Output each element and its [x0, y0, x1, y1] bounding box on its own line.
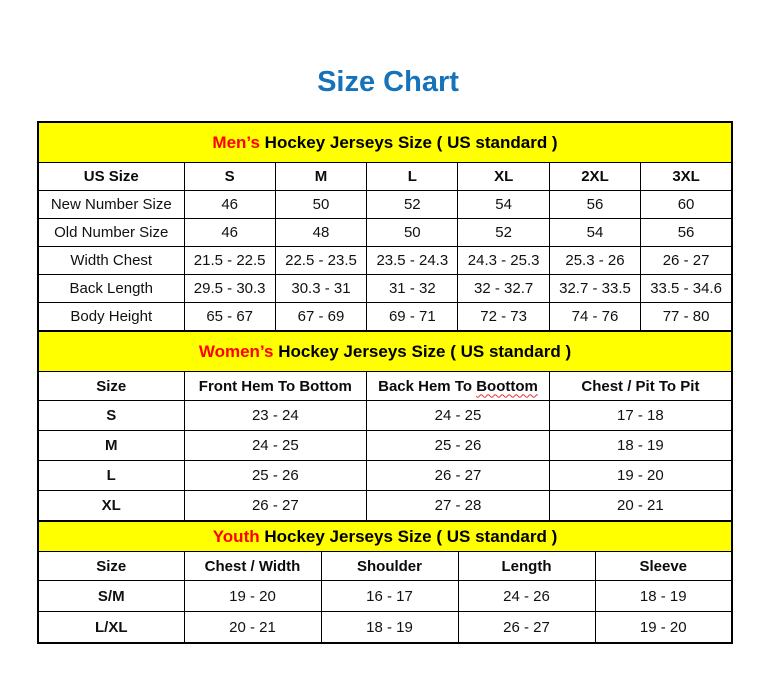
- womens-cell-r3-c1: 27 - 28: [367, 491, 550, 522]
- mens-cell-r1-c1: 48: [275, 219, 366, 247]
- mens-column-header-2: M: [275, 163, 366, 191]
- womens-cell-r1-c2: 18 - 19: [549, 431, 732, 461]
- womens-section-title: [38, 331, 732, 372]
- youth-cell-r0-c0: 19 - 20: [184, 581, 321, 612]
- youth-size-table: [37, 520, 733, 644]
- page-title: Size Chart: [317, 66, 459, 98]
- mens-cell-r1-c2: 50: [367, 219, 458, 247]
- mens-cell-r1-c3: 52: [458, 219, 549, 247]
- youth-section-rest: Hockey Jerseys Size ( US standard ): [259, 526, 558, 546]
- mens-cell-r2-c4: 25.3 - 26: [549, 247, 640, 275]
- womens-row-label: M: [38, 431, 184, 461]
- mens-cell-r0-c3: 54: [458, 191, 549, 219]
- mens-row-label: Body Height: [38, 303, 184, 332]
- womens-cell-r1-c0: 24 - 25: [184, 431, 367, 461]
- youth-row-label: L/XL: [38, 612, 184, 644]
- mens-cell-r0-c5: 60: [641, 191, 732, 219]
- mens-cell-r2-c2: 23.5 - 24.3: [367, 247, 458, 275]
- mens-section-rest: Hockey Jerseys Size ( US standard ): [259, 132, 558, 152]
- mens-cell-r0-c1: 50: [275, 191, 366, 219]
- womens-cell-r3-c0: 26 - 27: [184, 491, 367, 522]
- mens-cell-r4-c0: 65 - 67: [184, 303, 275, 332]
- womens-table-row-1: [38, 431, 732, 461]
- womens-cell-r3-c2: 20 - 21: [549, 491, 732, 522]
- mens-table-row-2: [38, 247, 732, 275]
- womens-size-table: [37, 330, 733, 522]
- youth-column-header-0: Size: [38, 552, 184, 581]
- youth-cell-r1-c3: 19 - 20: [595, 612, 732, 644]
- mens-cell-r3-c0: 29.5 - 30.3: [184, 275, 275, 303]
- mens-cell-r4-c2: 69 - 71: [367, 303, 458, 332]
- mens-cell-r3-c5: 33.5 - 34.6: [641, 275, 732, 303]
- mens-cell-r4-c5: 77 - 80: [641, 303, 732, 332]
- mens-column-header-4: XL: [458, 163, 549, 191]
- youth-section-row: [38, 521, 732, 552]
- mens-cell-r1-c4: 54: [549, 219, 640, 247]
- mens-cell-r2-c0: 21.5 - 22.5: [184, 247, 275, 275]
- youth-header-row: [38, 552, 732, 581]
- youth-table-row-0: [38, 581, 732, 612]
- mens-section-row: [38, 122, 732, 163]
- youth-cell-r1-c0: 20 - 21: [184, 612, 321, 644]
- mens-cell-r4-c3: 72 - 73: [458, 303, 549, 332]
- womens-cell-r0-c1: 24 - 25: [367, 401, 550, 431]
- mens-row-label: Width Chest: [38, 247, 184, 275]
- youth-cell-r1-c1: 18 - 19: [321, 612, 458, 644]
- youth-cell-r0-c2: 24 - 26: [458, 581, 595, 612]
- youth-cell-r0-c3: 18 - 19: [595, 581, 732, 612]
- mens-cell-r3-c2: 31 - 32: [367, 275, 458, 303]
- mens-row-label: Back Length: [38, 275, 184, 303]
- mens-cell-r0-c0: 46: [184, 191, 275, 219]
- mens-column-header-1: S: [184, 163, 275, 191]
- youth-column-header-1: Chest / Width: [184, 552, 321, 581]
- womens-section-row: [38, 331, 732, 372]
- mens-section-title: [38, 122, 732, 163]
- mens-cell-r4-c1: 67 - 69: [275, 303, 366, 332]
- mens-table-row-1: [38, 219, 732, 247]
- youth-row-label: S/M: [38, 581, 184, 612]
- mens-column-header-3: L: [367, 163, 458, 191]
- mens-cell-r1-c0: 46: [184, 219, 275, 247]
- youth-table-row-1: [38, 612, 732, 644]
- youth-section-title: [38, 521, 732, 552]
- womens-cell-r0-c0: 23 - 24: [184, 401, 367, 431]
- mens-cell-r3-c1: 30.3 - 31: [275, 275, 366, 303]
- womens-row-label: XL: [38, 491, 184, 522]
- mens-cell-r0-c4: 56: [549, 191, 640, 219]
- mens-section-accent: Men’s: [212, 132, 260, 152]
- womens-section-rest: Hockey Jerseys Size ( US standard ): [273, 341, 572, 361]
- youth-section-accent: Youth: [212, 526, 260, 546]
- womens-row-label: S: [38, 401, 184, 431]
- mens-column-header-0: US Size: [38, 163, 184, 191]
- womens-table-row-3: [38, 491, 732, 522]
- mens-cell-r2-c3: 24.3 - 25.3: [458, 247, 549, 275]
- youth-column-header-3: Length: [458, 552, 595, 581]
- mens-row-label: New Number Size: [38, 191, 184, 219]
- mens-cell-r1-c5: 56: [641, 219, 732, 247]
- youth-cell-r0-c1: 16 - 17: [321, 581, 458, 612]
- mens-table-row-0: [38, 191, 732, 219]
- mens-table-row-4: [38, 303, 732, 332]
- womens-header-row: [38, 372, 732, 401]
- womens-cell-r2-c2: 19 - 20: [549, 461, 732, 491]
- mens-cell-r3-c3: 32 - 32.7: [458, 275, 549, 303]
- mens-table-row-3: [38, 275, 732, 303]
- mens-cell-r0-c2: 52: [367, 191, 458, 219]
- womens-column-header-0: Size: [38, 372, 184, 401]
- womens-column-header-3: Chest / Pit To Pit: [549, 372, 732, 401]
- womens-column-header-1: Front Hem To Bottom: [184, 372, 367, 401]
- youth-column-header-4: Sleeve: [595, 552, 732, 581]
- womens-cell-r0-c2: 17 - 18: [549, 401, 732, 431]
- mens-cell-r2-c5: 26 - 27: [641, 247, 732, 275]
- womens-cell-r1-c1: 25 - 26: [367, 431, 550, 461]
- womens-table-row-0: [38, 401, 732, 431]
- womens-column-header-2: Back Hem To Boottom: [367, 372, 550, 401]
- mens-column-header-6: 3XL: [641, 163, 732, 191]
- mens-column-header-5: 2XL: [549, 163, 640, 191]
- womens-cell-r2-c0: 25 - 26: [184, 461, 367, 491]
- youth-cell-r1-c2: 26 - 27: [458, 612, 595, 644]
- womens-table-row-2: [38, 461, 732, 491]
- mens-row-label: Old Number Size: [38, 219, 184, 247]
- womens-cell-r2-c1: 26 - 27: [367, 461, 550, 491]
- mens-cell-r3-c4: 32.7 - 33.5: [549, 275, 640, 303]
- mens-size-table: [37, 121, 733, 332]
- spellcheck-underlined-word: Boottom: [476, 377, 538, 395]
- youth-column-header-2: Shoulder: [321, 552, 458, 581]
- mens-cell-r2-c1: 22.5 - 23.5: [275, 247, 366, 275]
- womens-section-accent: Women’s: [198, 341, 274, 361]
- size-tables-container: [37, 121, 733, 644]
- womens-row-label: L: [38, 461, 184, 491]
- mens-cell-r4-c4: 74 - 76: [549, 303, 640, 332]
- mens-header-row: [38, 163, 732, 191]
